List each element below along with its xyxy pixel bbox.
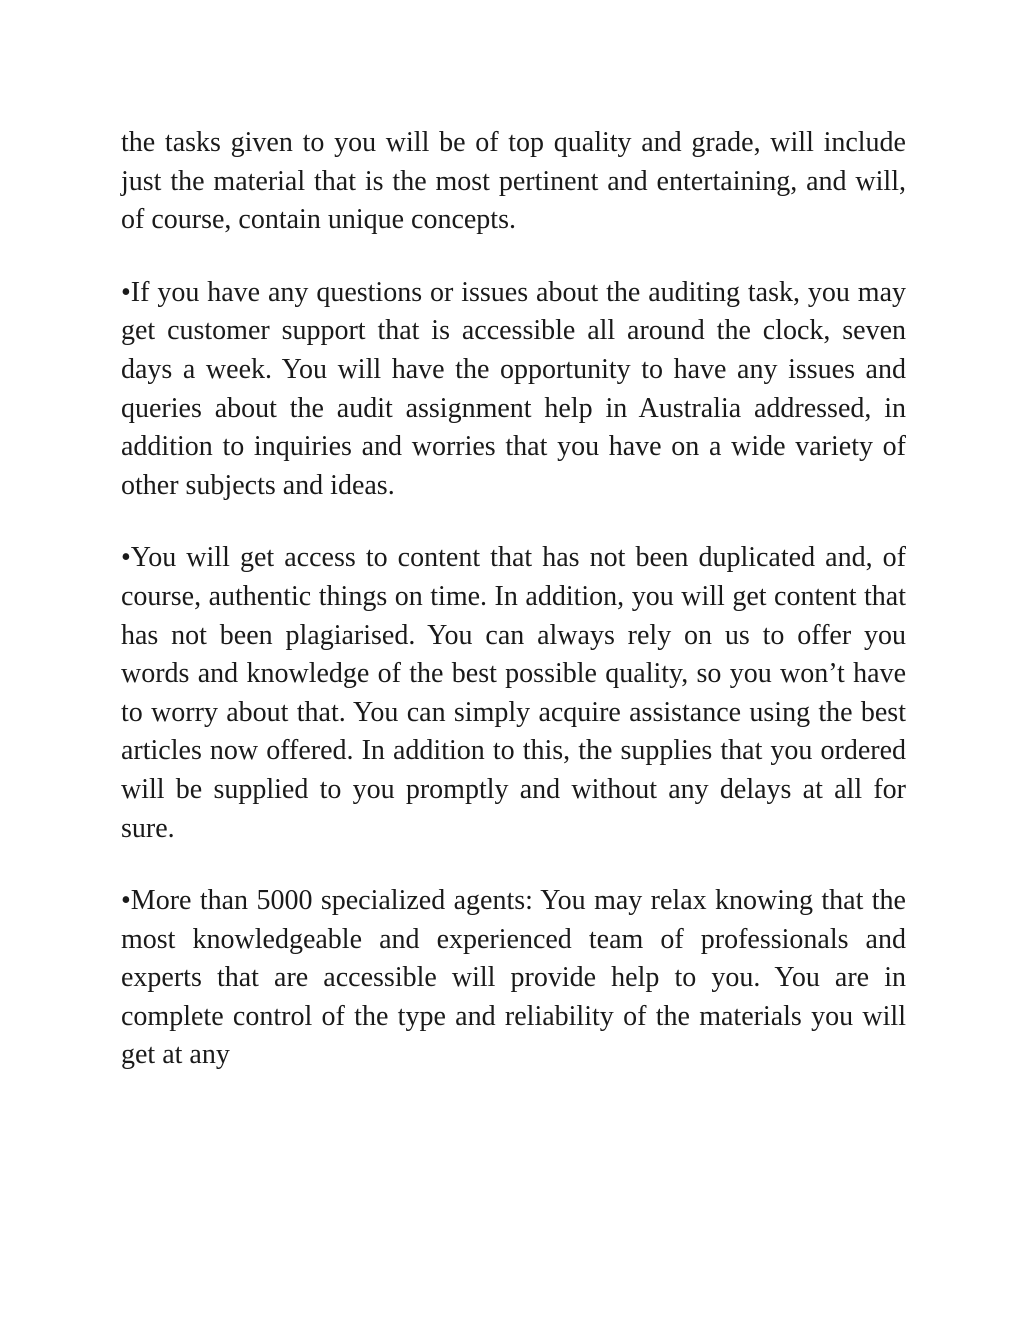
paragraph-customer-support: •If you have any questions or issues about the auditing task, you may get customer support that is accessible all around the clock, seven days a week. You will have the opportunity to have any issues and queries about the audit assignment help in Australia addressed, in addition to inquiries and worries that you have on a wide variety of other subjects and ideas. bbox=[121, 276, 906, 501]
paragraph-quality: the tasks given to you will be of top quality and grade, will include just the material that is the most pertinent and entertaining, and will, of course, contain unique concepts. bbox=[121, 127, 906, 236]
document-page bbox=[121, 124, 906, 1109]
paragraph-original-content: •You will get access to content that has not been duplicated and, of course, authentic things on time. In addition, you will get content that has not been plagiarised. You can always rely on us to offer you words and knowledge of the best possible quality, so you won’t have to worry about that. You can simply acquire assistance using the best articles now offered. In addition to this, the supplies that you ordered will be supplied to you promptly and without any delays at all for sure. bbox=[121, 542, 906, 844]
paragraph-specialized-agents: •More than 5000 specialized agents: You may relax knowing that the most knowledgeable and experienced team of professionals and experts that are accessible will provide help to you. You are in complete control of the type and reliability of the materials you will get at any bbox=[121, 885, 906, 1071]
